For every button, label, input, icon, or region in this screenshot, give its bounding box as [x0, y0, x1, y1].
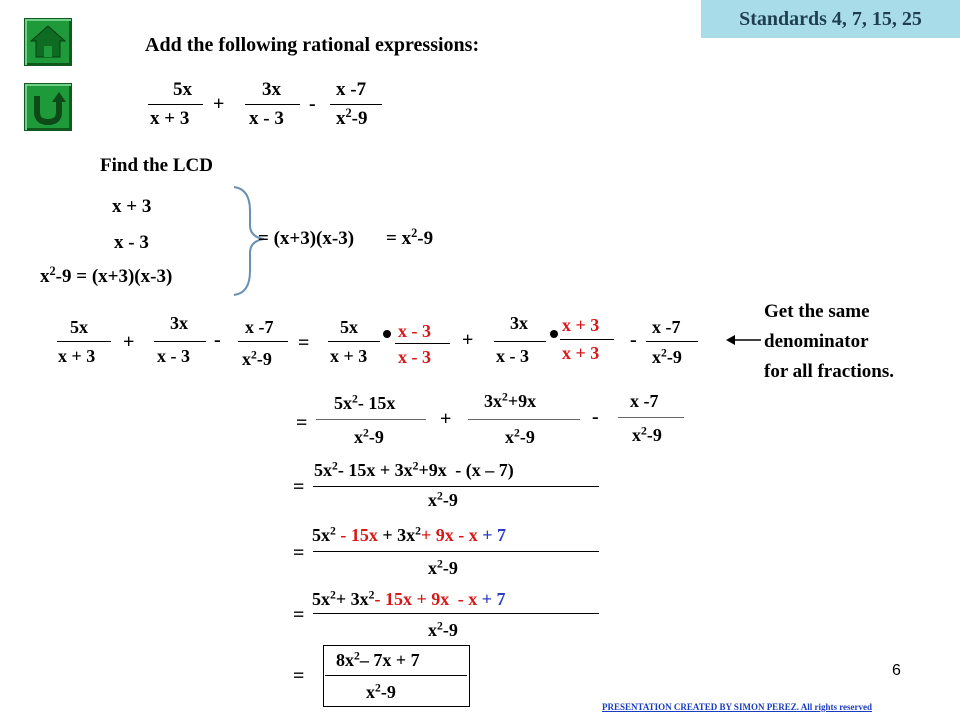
- equals-sign: =: [293, 542, 305, 564]
- fraction-2-numerator: 3x: [262, 79, 281, 100]
- home-button[interactable]: [24, 18, 72, 66]
- fraction-bar: [618, 417, 684, 418]
- lcd-denominator-2: x - 3: [114, 232, 149, 253]
- fraction-bar: [313, 551, 599, 552]
- fraction-bar: [313, 613, 599, 614]
- equals-sign: =: [296, 412, 308, 434]
- multiply-dot: [550, 330, 558, 338]
- fraction-bar: [494, 341, 546, 342]
- fraction-bar: [238, 341, 288, 342]
- numerator: $5x^2 - 15x + 3x^2+ 9x - x + 7$: [312, 524, 506, 545]
- multiplier-numerator: x - 3: [398, 321, 431, 341]
- denominator: $x^2-9$: [505, 426, 535, 447]
- fraction-bar: [395, 343, 450, 344]
- fraction-bar: [154, 341, 206, 342]
- note-line: for all fractions.: [764, 361, 894, 382]
- numerator: $3x^2+9x$: [484, 390, 537, 411]
- minus-operator: -: [309, 93, 316, 115]
- multiply-dot: [383, 330, 391, 338]
- minus-operator: -: [214, 329, 221, 351]
- answer-denominator: $x^2-9$: [366, 681, 396, 702]
- lcd-result: = (x+3)(x-3): [258, 228, 355, 249]
- denominator: x - 3: [496, 346, 529, 366]
- numerator: $5x^2-$ 15x: [334, 392, 396, 413]
- numerator: 3x: [510, 313, 528, 333]
- u-turn-back-icon: [25, 84, 71, 130]
- fraction-bar: [313, 486, 599, 487]
- footer-credit-link[interactable]: PRESENTATION CREATED BY SIMON PEREZ. All rights reserved: [602, 702, 873, 712]
- denominator: x - 3: [157, 346, 190, 366]
- denominator: $x^2-9$: [242, 348, 272, 369]
- fraction-bar: [330, 104, 382, 105]
- fraction-bar: [646, 341, 698, 342]
- numerator: x -7: [652, 317, 681, 337]
- denominator: $x^2-9$: [632, 424, 662, 445]
- minus-operator: -: [630, 329, 637, 351]
- denominator: x + 3: [58, 346, 96, 366]
- numerator: x -7: [245, 317, 274, 337]
- fraction-1-numerator: 5x: [173, 79, 192, 100]
- lcd-heading: Find the LCD: [100, 155, 213, 176]
- equals-sign: =: [293, 476, 305, 498]
- note-line: Get the same: [764, 301, 870, 322]
- denominator: $x^2-9$: [428, 489, 458, 510]
- plus-operator: +: [462, 329, 474, 351]
- equals-sign: =: [293, 665, 305, 687]
- denominator: $x^2-9$: [652, 346, 682, 367]
- multiplier-numerator: x + 3: [562, 315, 600, 335]
- page-number: 6: [892, 662, 901, 679]
- denominator: x + 3: [330, 346, 368, 366]
- back-button[interactable]: [24, 83, 72, 131]
- page-title: Add the following rational expressions:: [145, 34, 480, 56]
- fraction-3-numerator: x -7: [336, 79, 367, 100]
- denominator: $x^2-9$: [354, 426, 384, 447]
- standards-badge: Standards 4, 7, 15, 25: [701, 0, 960, 38]
- minus-operator: -: [592, 406, 599, 428]
- fraction-bar: [325, 675, 467, 676]
- fraction-bar: [245, 104, 300, 105]
- denominator: $x^2-9$: [428, 557, 458, 578]
- numerator: $5x^2-$ $15x + 3x^2+9x - (x - 7)$: [314, 459, 514, 480]
- fraction-bar: [148, 104, 203, 105]
- multiplier-denominator: x - 3: [398, 347, 431, 367]
- left-arrow-icon: [726, 334, 762, 346]
- numerator: $5x^2+ 3x^2-$ 15x + 9x - x + 7: [312, 588, 506, 609]
- fraction-2-denominator: x - 3: [249, 108, 284, 129]
- fraction-bar: [560, 339, 614, 340]
- plus-operator: +: [123, 331, 135, 353]
- lcd-denominator-3: $x^2-9 = (x+3)(x-3)$: [40, 264, 173, 287]
- numerator: 5x: [70, 317, 88, 337]
- plus-operator: +: [213, 93, 225, 115]
- note-line: denominator: [764, 331, 869, 352]
- home-icon: [25, 19, 71, 65]
- fraction-bar: [57, 341, 111, 342]
- lcd-denominator-1: x + 3: [112, 196, 152, 217]
- lcd-result-expanded: = $x^2-9$: [386, 226, 434, 249]
- denominator: $x^2-9$: [428, 619, 458, 640]
- numerator: x -7: [630, 391, 659, 411]
- equals-sign: =: [298, 332, 310, 354]
- answer-numerator: $8x^2-$ 7x + 7: [336, 649, 420, 670]
- fraction-1-denominator: x + 3: [150, 108, 190, 129]
- equals-sign: =: [293, 604, 305, 626]
- plus-operator: +: [440, 408, 452, 430]
- multiplier-denominator: x + 3: [562, 343, 600, 363]
- fraction-bar: [328, 341, 380, 342]
- numerator: 5x: [340, 317, 358, 337]
- fraction-3-denominator: $x^2-9$: [336, 106, 368, 129]
- fraction-bar: [468, 419, 580, 420]
- numerator: 3x: [170, 313, 188, 333]
- fraction-bar: [316, 419, 426, 420]
